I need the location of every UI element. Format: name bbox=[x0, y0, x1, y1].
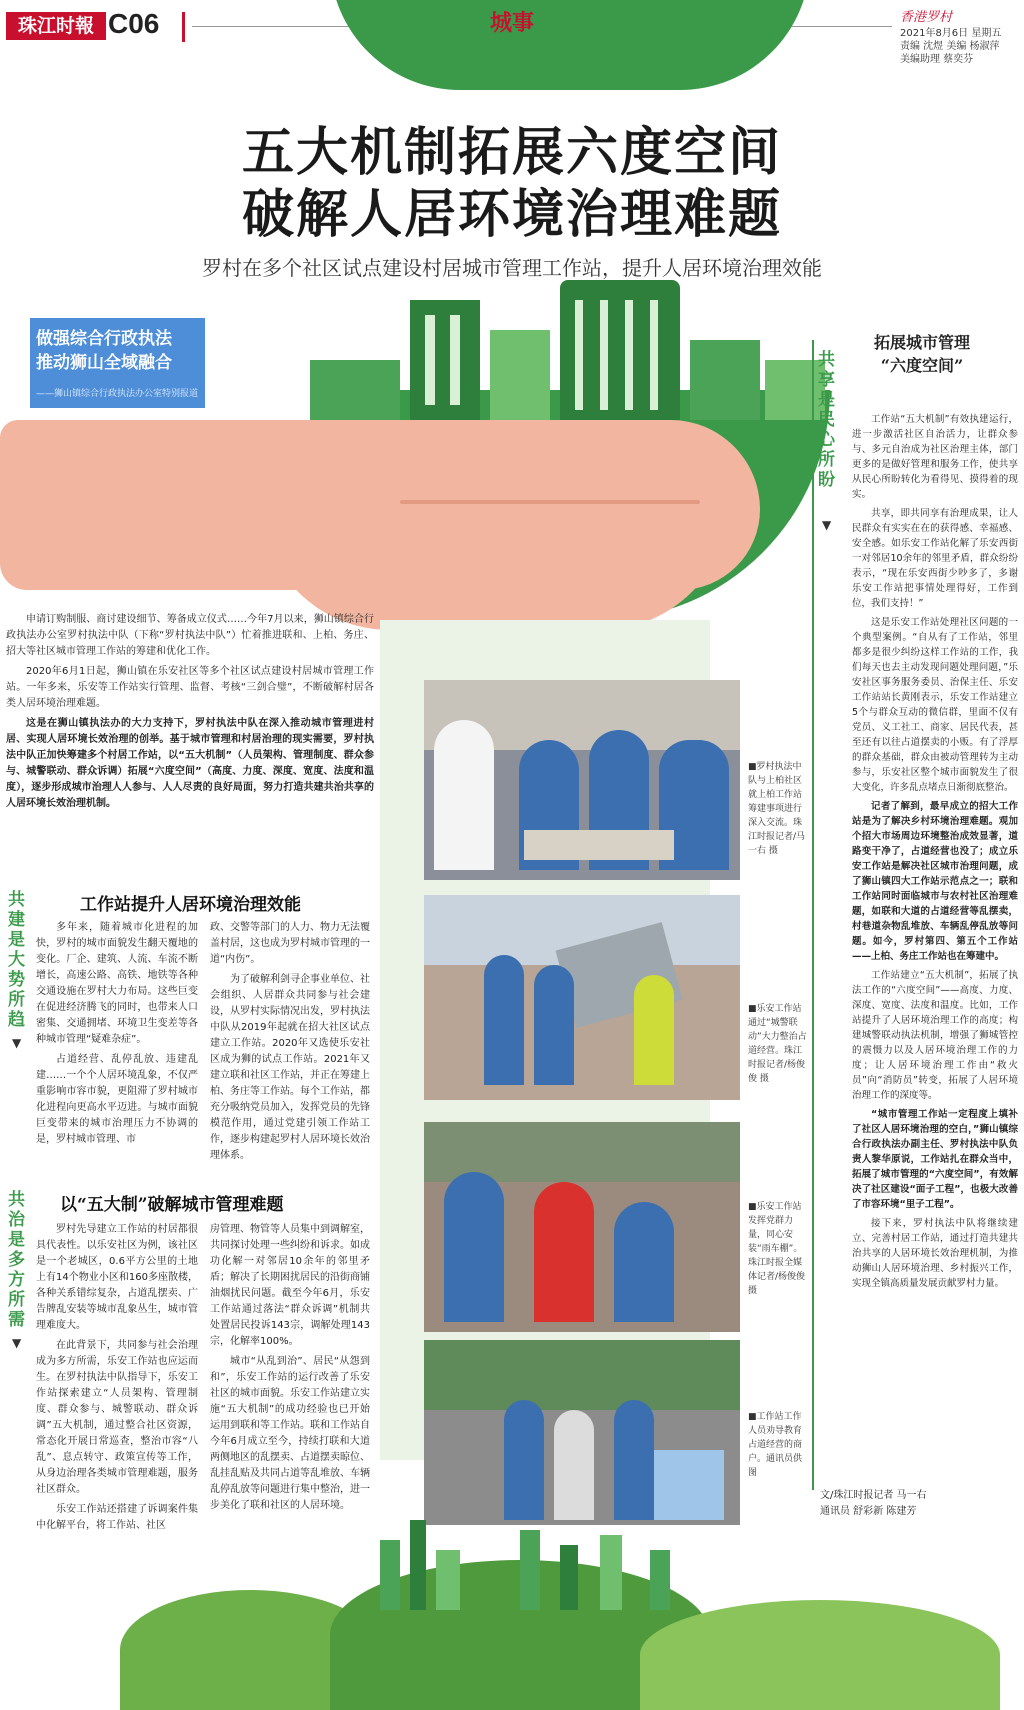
person-shape bbox=[484, 955, 524, 1085]
paragraph: 接下来，罗村执法中队将继续建立、完善村居工作站，通过打造共建共治共享的人居环境长效治理机制，为推动狮山人居环境治理、乡村振兴工作，实现全镇高质量发展贡献罗村力量。 bbox=[852, 1218, 1018, 1289]
editors: 责编 沈煜 美编 杨淑萍 bbox=[900, 41, 1000, 52]
skyline-building bbox=[436, 1550, 460, 1610]
photo-trees bbox=[424, 1340, 740, 1410]
byline-reporter: 文/珠江时报记者 马一右 bbox=[820, 1490, 927, 1501]
person-shape bbox=[504, 1400, 544, 1520]
photo-enforcement bbox=[424, 895, 740, 1100]
paragraph: 工作站“五大机制”有效执建运行，进一步激活社区自治活力，让群众参与、多元自治成为社区治理主体，部门更多的是做好管理和服务工作，使共享从民心所盼转化为看得见、摸得着的现实。 bbox=[852, 414, 1018, 500]
photo-caption: ■工作站工作人员劝导教育占道经营的商户。通讯员供图 bbox=[748, 1412, 803, 1478]
person-shape bbox=[434, 720, 494, 870]
person-shape bbox=[534, 965, 574, 1085]
person-shape bbox=[444, 1172, 504, 1322]
article-intro bbox=[6, 612, 374, 816]
section2-column2 bbox=[210, 1222, 370, 1518]
photo-caption: ■乐安工作站通过“城警联动”大力整治占道经营。珠江时报记者/杨俊俊 摄 bbox=[748, 1004, 807, 1084]
skyline-building bbox=[650, 1550, 670, 1610]
newspaper-logo: 珠江时報 bbox=[6, 12, 106, 40]
section1-column1 bbox=[36, 920, 198, 1152]
paragraph: 在此背景下，共同参与社会治理成为多方所需，乐安工作站也应运而生。在罗村执法中队指导下，乐安工作站探索建立“人员架构、管理制度、群众参与、城警联动、群众诉调”五大机制，通过整合社区资源，常态化开展日常巡查，整治市容“八乱”、息点转守、政策宣传等工作，从身边治理各类城市管理难题，服务社区群众。 bbox=[36, 1340, 198, 1495]
right-column-text bbox=[852, 412, 1018, 1295]
down-triangle-icon: ▼ bbox=[12, 1336, 22, 1350]
hand-palm bbox=[260, 500, 730, 630]
palm-line bbox=[400, 500, 700, 504]
person-shape bbox=[614, 1400, 654, 1520]
masthead-divider bbox=[182, 12, 185, 42]
building-5 bbox=[690, 340, 760, 420]
paragraph: 这是乐安工作站处理社区问题的一个典型案例。“自从有了工作站，邻里都多是很少纠纷这样工作站的工作，我们每天也去主动发现问题处理问题，”乐安社区事务服务委员、治保主任、乐安工作站站长黄刚表示，乐安工作站建立5个与群众互动的微信群，里面不仅有党员、义工社工、商家、居民代表，甚至还有以往占道摆卖的小贩。有了浮厚的群众基础，群众由被动管理转为主动参与，乐安社区整个城市面貌发生了很大变化，许多乱点堵点日渐彻底整治。 bbox=[852, 617, 1018, 793]
building-3 bbox=[490, 330, 550, 420]
photo-caption: ■乐安工作站发挥党群力量，同心安装“雨车棚”。珠江时报全媒体记者/杨俊俊 摄 bbox=[748, 1202, 806, 1296]
down-triangle-icon: ▼ bbox=[822, 518, 832, 532]
right-section-title bbox=[822, 330, 1022, 376]
subheadline: 罗村在多个社区试点建设村居城市管理工作站，提升人居环境治理效能 bbox=[202, 256, 822, 280]
section2-column1 bbox=[36, 1222, 198, 1538]
paragraph: 共享，即共同享有治理成果，让人民群众有实实在在的获得感、幸福感、安全感。如乐安工作站化解了乐安西街一对邻居10余年的邻里矛盾，群众纷纷表示，“现在乐安西街少吵多了，多谢乐安工作站把事情处理得好，工作到位，我们支持！” bbox=[852, 508, 1018, 609]
section1-column2 bbox=[210, 920, 370, 1168]
vertical-label-shared: 共享是民心所盼 bbox=[818, 350, 835, 490]
photo-meeting bbox=[424, 680, 740, 880]
building-2 bbox=[410, 300, 480, 420]
assistant-editor: 美编助理 蔡奕芬 bbox=[900, 54, 974, 65]
building-window bbox=[625, 300, 633, 410]
paragraph: 记者了解到，最早成立的招大工作站是为了解决乡村环境治理难题。观加个招大市场周边环境整治成效显著，道路变干净了，占道经营也没了；成立乐安工作站是解决社区城市治理问题，成了狮山镇四大工作站示范点之一；联和工作站同时面临城市与农村社区治理难题，如联和大道的占道经营等乱摆卖，村巷道杂物乱堆放、车辆乱停乱放等问题。如今，罗村第四、第五个工作站——上柏、务庄工作站也在筹建中。 bbox=[852, 801, 1018, 962]
building-window bbox=[600, 300, 608, 410]
page-number: C06 bbox=[108, 8, 160, 39]
column-divider bbox=[812, 340, 814, 1490]
paragraph: 乐安工作站还搭建了诉调案件集中化解平台，将工作站、社区 bbox=[36, 1504, 198, 1531]
water-bottles bbox=[654, 1450, 724, 1520]
photo-volunteers bbox=[424, 1122, 740, 1332]
special-report-box bbox=[30, 318, 205, 408]
section-name: 城事 bbox=[489, 10, 534, 36]
vertical-label-governed: 共治是多方所需 bbox=[8, 1190, 25, 1330]
paragraph: 工作站建立“五大机制”，拓展了执法工作的“六度空间”——高度、力度、深度、宽度、法度和温度。比如，工作站提升了人居环境治理工作的高度；构建城警联动执法机制，增强了狮城管控的震慑力以及人居环境治理工作的力度；让人居环境治理工作由“救火员”向“消防员”转变，拓展了人居环境治理工作的深度等。 bbox=[852, 970, 1018, 1101]
down-triangle-icon: ▼ bbox=[12, 1036, 22, 1050]
table-shape bbox=[524, 830, 674, 860]
byline-correspondents: 通讯员 舒彩新 陈建芳 bbox=[820, 1506, 917, 1517]
sidebox-line1: 做强综合行政执法 bbox=[36, 329, 172, 349]
paragraph: 城市“从乱到治”、居民“从怨到和”，乐安工作站的运行改善了乐安社区的城市面貌。乐安工作站建立实施“五大机制”的成功经验也已开始运用到联和等工作站。联和工作站自今年6月成立至今，持续打联和大道两侧地区的乱摆卖、占道摆卖晾位、乱挂乱贴及共同占道等乱堆放、车辆乱停乱放等问题进行集中整治，进一步美化了联和社区的人居环境。 bbox=[210, 1356, 370, 1511]
photo-street bbox=[424, 1340, 740, 1525]
building-window bbox=[450, 315, 460, 405]
right-title-line1: 拓展城市管理 bbox=[873, 333, 970, 352]
paragraph: 政、交警等部门的人力、物力无法覆盖村居，这也成为罗村城市管理的一道“内伤”。 bbox=[210, 922, 370, 965]
skyline-building bbox=[600, 1535, 622, 1610]
intro-paragraph: 2020年6月1日起，狮山镇在乐安社区等多个社区试点建设村居城市管理工作站。一年多来，乐安等工作站实行管理、监督、考核“三剑合璧”，不断破解村居各类人居环境治理难题。 bbox=[6, 666, 374, 709]
paragraph: 罗村先导建立工作站的村居都很具代表性。以乐安社区为例，该社区是一个老城区，0.6平方公里的土地上有14个物业小区和160多座散楼，各种关系错综复杂，占道乱摆卖、广告牌乱安装等城市乱象丛生，城市管理难度大。 bbox=[36, 1224, 198, 1331]
paragraph: 占道经营、乱停乱放、违建乱建……一个个人居环境乱象，不仅严重影响市容市貌，更阻滞了罗村城市化进程向更高水平迈进。与城市面貌巨变带来的城市治理压力不协调的是，罗村城市管理、市 bbox=[36, 1054, 198, 1145]
intro-paragraph: 这是在狮山镇执法办的大力支持下，罗村执法中队在深入推动城市管理进村居、实现人居环境长效治理的创举。基于城市管理和村居治理的现实需要，罗村执法中队正加快筹建多个村居工作站，以“五大机制”（人员架构、管理制度、群众参与、城警联动、群众诉调）拓展“六度空间”（高度、力度、深度、宽度、法度和温度），逐步形成城市治理人人参与、人人尽责的良好局面，努力打造共建共治共享的人居环境长效治理机制。 bbox=[6, 718, 374, 809]
skyline-building bbox=[520, 1530, 540, 1610]
region-name: 香港罗村 bbox=[900, 10, 953, 25]
intro-paragraph: 申请订购制服、商讨建设细节、筹备成立仪式……今年7月以来，狮山镇综合行政执法办公室罗村执法中队（下称“罗村执法中队”）忙着推进联和、上柏、务庄、招大等社区城市管理工作站的筹建和优化工作。 bbox=[6, 614, 374, 657]
building-1 bbox=[310, 360, 400, 420]
person-shape bbox=[634, 975, 674, 1085]
paragraph: 多年来，随着城市化进程的加快，罗村的城市面貌发生翻天覆地的变化。厂企、建筑、人流、车流不断增长，高速公路、高铁、地铁等各种交通设施在罗村大力布局。这些巨变在促进经济腾飞的同时，也带来人口密集、交通拥堵、环境卫生变差等各种城市管理“疑难杂症”。 bbox=[36, 922, 198, 1045]
building-window bbox=[650, 300, 658, 410]
section1-title: 工作站提升人居环境治理效能 bbox=[80, 895, 301, 915]
paragraph: 房管理、物管等人员集中到调解室，共同探讨处理一些纠纷和诉求。如成功化解一对邻居10余年的邻里矛盾；解决了长期困扰居民的沿街商铺油烟扰民问题。截至今年6月，乐安工作站通过落法“群众诉调”机制共处置居民投诉143宗，调解处理143宗，化解率100%。 bbox=[210, 1224, 370, 1347]
issue-date: 2021年8月6日 星期五 bbox=[900, 28, 1002, 39]
paragraph: 为了破解利剑寻企事业单位、社会组织、人居群众共同参与社会建设，从罗村实际情况出发，罗村执法中队从2019年起就在招大社区试点建立工作站。2020年又选使乐安社区成为狮的试点工作站。2021年又建立联和社区工作站，并正在筹建上柏、务庄等工作站。每个工作站，都充分吸纳党员加入，发挥党员的先锋模范作用，通过党建引领工作站工作，逐步构建起罗村人居环境长效治理体系。 bbox=[210, 974, 370, 1161]
sidebox-line3: ——狮山镇综合行政执法办公室特别报道 bbox=[36, 389, 199, 399]
headline-line1: 五大机制拓展六度空间 bbox=[241, 122, 782, 183]
hill-shape bbox=[640, 1600, 1000, 1710]
byline bbox=[820, 1488, 927, 1520]
building-6 bbox=[765, 360, 825, 420]
skyline-building bbox=[380, 1540, 400, 1610]
person-shape bbox=[554, 1410, 594, 1520]
section-arc bbox=[330, 0, 810, 90]
person-shape bbox=[534, 1182, 594, 1322]
section2-title: 以“五大制”破解城市管理难题 bbox=[60, 1195, 284, 1215]
person-shape bbox=[614, 1202, 674, 1322]
building-window bbox=[425, 315, 435, 405]
skyline-building bbox=[560, 1545, 578, 1610]
skyline-building bbox=[410, 1520, 426, 1610]
photo-caption: ■罗村执法中队与上柏社区就上柏工作站筹建事项进行深入交流。珠江时报记者/马一右 摄 bbox=[748, 762, 806, 856]
vertical-label-built: 共建是大势所趋 bbox=[8, 890, 25, 1030]
right-title-line2: “六度空间” bbox=[880, 356, 964, 375]
sidebox-line2: 推动狮山全域融合 bbox=[36, 353, 172, 373]
paragraph: “城市管理工作站一定程度上填补了社区人居环境治理的空白，”狮山镇综合行政执法办副主任、罗村执法中队负责人黎华原说，工作站扎在群众当中，拓展了城市管理的“六度空间”，有效解决了社区建设“面子工程”，也极大改善了市容环境“里子工程”。 bbox=[852, 1109, 1018, 1210]
building-window bbox=[575, 300, 583, 410]
headline-line2: 破解人居环境治理难题 bbox=[241, 184, 782, 245]
